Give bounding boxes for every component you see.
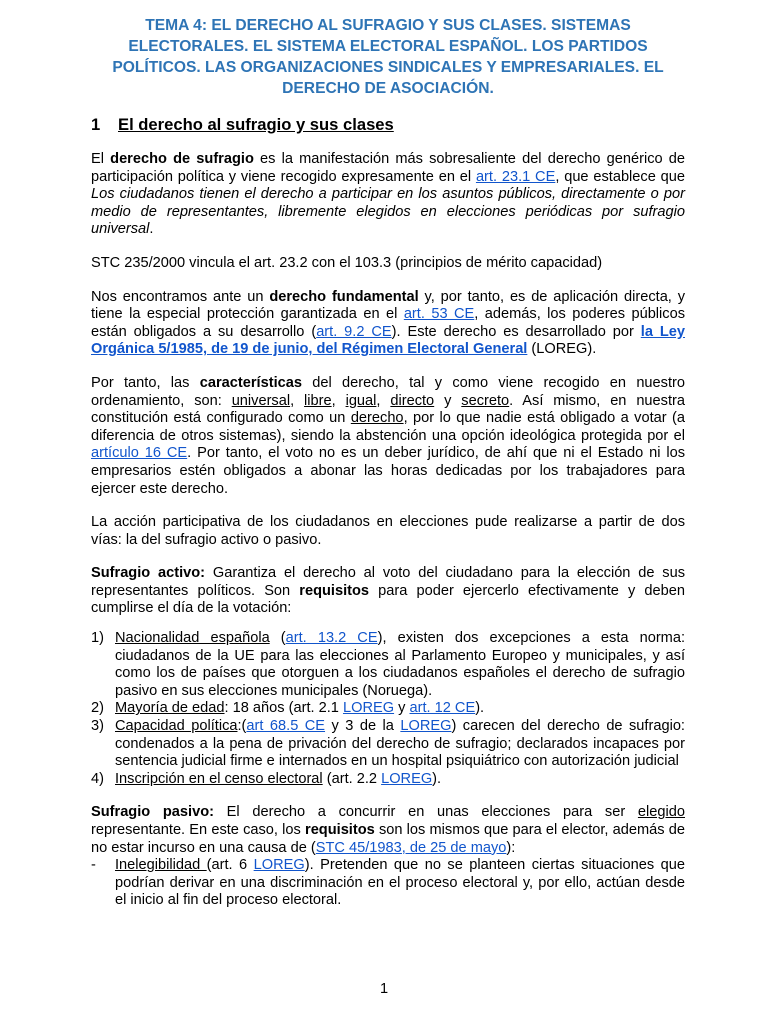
underlined-term: Capacidad política — [115, 718, 238, 735]
text: (art. 6 — [206, 857, 254, 874]
text: y 3 de la — [325, 718, 401, 735]
link-articulo-16-ce[interactable]: artículo 16 CE — [91, 445, 188, 462]
text: : 18 años (art. 2.1 — [224, 700, 343, 717]
text: , que establece que — [555, 168, 685, 185]
underlined-term: Inelegibilidad — [115, 857, 207, 874]
link-loreg-law[interactable]: la Ley Orgánica 5/1985, de 19 de junio, del Régimen Electoral General — [91, 323, 685, 358]
text: , — [331, 392, 346, 409]
list-marker: 4) — [91, 770, 104, 787]
link-loreg[interactable]: LOREG — [381, 770, 433, 787]
bold-term: características — [199, 374, 302, 391]
text: ). Pretenden que no se planteen ciertas situaciones que podrían derivar en una discriminación en el proceso electoral y, por ello, actúan desde el inicio al fin del proceso electoral. — [115, 857, 685, 909]
list-item — [91, 630, 685, 700]
text: . — [149, 221, 154, 238]
paragraph-accion-participativa: La acción participativa de los ciudadanos en elecciones pude realizarse a partir de dos vías: la del sufragio activo o pasivo. — [91, 514, 685, 548]
list-item — [91, 700, 685, 718]
requisitos-list — [91, 630, 685, 788]
text: Garantiza el derecho al voto del ciudadano para la elección de sus representantes políticos. Son — [91, 565, 685, 599]
quote: Los ciudadanos tienen el derecho a participar en los asuntos públicos, directamente o por medio de representantes, libremente elegidos en elecciones periódicas por sufragio universal — [91, 186, 685, 238]
link-loreg[interactable]: LOREG — [253, 857, 305, 874]
underlined-term: Inscripción en el censo electoral — [115, 770, 323, 787]
text: , además, los poderes públicos están obligados a su desarrollo ( — [91, 306, 685, 340]
list-marker: - — [91, 857, 96, 874]
link-art-23-1-ce[interactable]: art. 23.1 CE — [475, 168, 556, 185]
section-number: 1 — [91, 115, 101, 134]
link-art-53-ce[interactable]: art. 53 CE — [403, 306, 475, 323]
text: son los mismos que para el elector, además de no estar incurso en una causa de ( — [91, 822, 686, 856]
document-page — [91, 15, 685, 910]
underlined-term: secreto — [461, 392, 510, 409]
text: . Por tanto, el voto no es un deber jurídico, de ahí que ni el Estado ni los empresarios estén obligados a abonar las horas dedicadas por los trabajadores para ejercer este derecho. — [91, 445, 685, 497]
bold-term: derecho de sufragio — [110, 151, 254, 167]
bold-term: requisitos — [299, 582, 370, 599]
paragraph-derecho-fundamental — [91, 289, 685, 359]
bold-term: Sufragio pasivo: — [91, 804, 214, 821]
text: , — [376, 392, 391, 409]
text: Nos encontramos ante un — [91, 288, 270, 305]
bold-term: Sufragio activo: — [91, 565, 206, 582]
text: Por tanto, las — [91, 374, 200, 391]
text: El derecho a concurrir en unas elecciones para ser — [213, 804, 638, 821]
text: y — [394, 700, 410, 717]
text: ). — [432, 770, 442, 787]
page-number: 1 — [379, 981, 389, 997]
underlined-term: Mayoría de edad — [115, 700, 225, 717]
section-heading-text: El derecho al sufragio y sus clases — [118, 115, 394, 134]
bold-term: derecho fundamental — [269, 288, 419, 305]
text: ). Este derecho es desarrollado por — [391, 323, 641, 340]
text: ). — [475, 700, 485, 717]
list-item — [91, 718, 685, 771]
underlined-term: Nacionalidad española — [115, 630, 270, 647]
text: y, por tanto, es de aplicación directa, y tiene la especial protección garantizada en el — [91, 288, 686, 323]
link-art-9-2-ce[interactable]: art. 9.2 CE — [316, 323, 392, 340]
text: . Así mismo, en nuestra constitución está configurado como un — [91, 392, 685, 427]
underlined-term: universal — [231, 392, 291, 409]
underlined-term: elegido — [637, 804, 685, 821]
link-loreg[interactable]: LOREG — [400, 718, 452, 735]
link-art-12-ce[interactable]: art. 12 CE — [409, 700, 476, 717]
text: ): — [506, 839, 516, 856]
text: , por lo que nadie está obligado a votar (a diferencia de otros sistemas), siendo la abstención una opción ideológica protegida por el — [91, 410, 685, 444]
text: ), existen dos excepciones a esta norma: ciudadanos de la UE para las elecciones al Parlamento Europeo y municipales, y así como los de países que otorguen a los ciudadanos españoles el derecho de sufragio pasivo en sus elecciones municipales (Noruega). — [115, 630, 686, 699]
list-marker: 3) — [91, 718, 104, 735]
document-title: TEMA 4: EL DERECHO AL SUFRAGIO Y SUS CLASES. SISTEMAS ELECTORALES. EL SISTEMA ELECTORAL ESPAÑOL. LOS PARTIDOS POLÍTICOS. LAS ORGANIZACIONES SINDICALES Y EMPRESARIALES. EL DERECHO DE ASOCIACIÓN. — [112, 17, 664, 97]
text: ) carecen del derecho de sufragio: condenados a la pena de privación del derecho de sufragio; declarados incapaces por sentencia judicial firme e internados en un hospital psiquiátrico con autorización judicial — [115, 718, 685, 770]
causas-list — [91, 857, 685, 910]
text: para poder ejercerlo efectivamente y deben cumplirse el día de la votación: — [91, 582, 685, 617]
link-loreg[interactable]: LOREG — [342, 700, 395, 717]
list-marker: 2) — [91, 700, 104, 717]
list-marker: 1) — [91, 630, 104, 647]
underlined-term: directo — [390, 392, 435, 409]
paragraph-derecho-sufragio — [91, 151, 685, 239]
list-item — [91, 771, 685, 789]
text: :( — [237, 718, 247, 735]
paragraph-sufragio-pasivo — [91, 804, 685, 857]
link-art-68-5-ce[interactable]: art 68.5 CE — [246, 718, 326, 735]
paragraph-sufragio-activo — [91, 565, 685, 618]
text: y — [434, 392, 462, 409]
underlined-term: libre — [304, 392, 332, 409]
text: representante. En este caso, los — [91, 822, 306, 838]
paragraph-stc: STC 235/2000 vincula el art. 23.2 con el 103.3 (principios de mérito capacidad) — [91, 254, 603, 271]
text: es la manifestación más sobresaliente del derecho genérico de participación política y viene recogido expresamente en el — [91, 151, 686, 185]
list-item — [91, 857, 685, 910]
link-art-13-2-ce[interactable]: art. 13.2 CE — [285, 630, 378, 647]
bold-term: requisitos — [305, 822, 375, 838]
text: ( — [269, 630, 286, 647]
text: (art. 2.2 — [322, 770, 382, 787]
underlined-term: derecho — [350, 410, 404, 427]
paragraph-caracteristicas — [91, 375, 685, 498]
link-stc-45-1983[interactable]: STC 45/1983, de 25 de mayo — [315, 839, 507, 856]
text: (LOREG). — [527, 341, 597, 358]
text: El — [91, 151, 111, 167]
text: del derecho, tal y como viene recogido en nuestro ordenamiento, son: — [91, 374, 685, 409]
underlined-term: igual — [345, 392, 377, 409]
section-heading — [91, 115, 685, 135]
text: , — [290, 392, 305, 409]
